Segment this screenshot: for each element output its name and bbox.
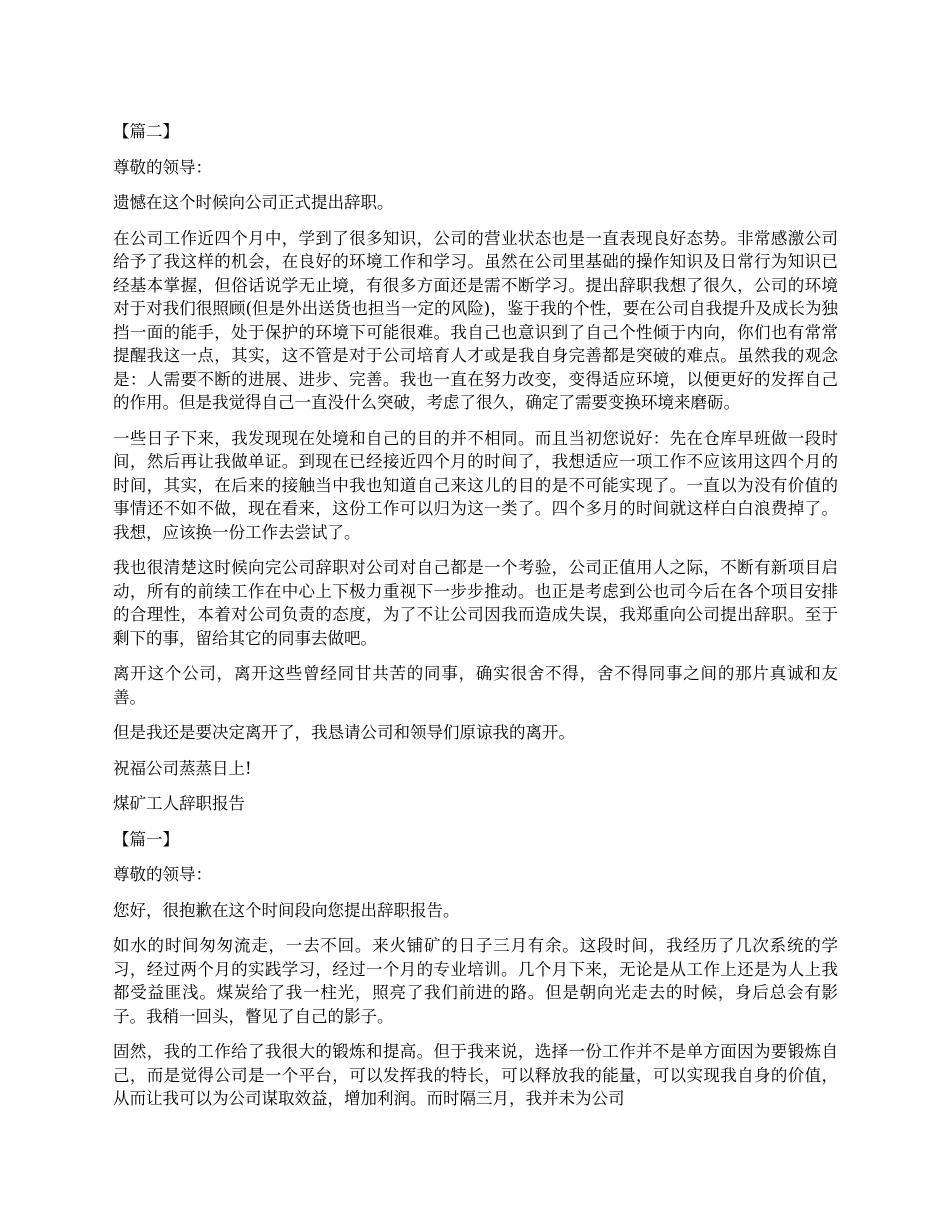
paragraph: 离开这个公司，离开这些曾经同甘共苦的同事，确实很舍不得，舍不得同事之间的那片真诚和友善。 [113,664,838,707]
paragraph: 一些日子下来，我发现现在处境和自己的目的并不相同。而且当初您说好：先在仓库早班做一段时间，然后再让我做单证。到现在已经接近四个月的时间了，我想适应一项工作不应该用这四个月的时间，其实，在后来的接触当中我也知道自己来这儿的目的是不可能实现了。一直以为没有价值的事情还不如不做，现在看来，这份工作可以归为这一类了。四个多月的时间就这样白白浪费掉了。我想，应该换一份工作去尝试了。 [113,428,838,542]
paragraph: 您好，很抱歉在这个时间段向您提出辞职报告。 [113,900,460,920]
document-body [113,120,838,1123]
salutation: 尊敬的领导： [113,865,212,884]
salutation: 尊敬的领导： [113,157,212,177]
paragraph: 在公司工作近四个月中，学到了很多知识，公司的营业状态也是一直表现良好态势。非常感激公司给予了我这样的机会，在良好的环境工作和学习。虽然在公司里基础的操作知识及日常行为知识已经基本掌握，但俗话说学无止境，有很多方面还是需不断学习。提出辞职我想了很久，公司的环境对于对我们很照顾(但是外出送货也担当一定的风险)，鉴于我的个性，要在公司自我提升及成长为独挡一面的能手，处于保护的环境下可能很难。我自己也意识到了自己个性倾于内向，你们也有常常提醒我这一点，其实，这不管是对于公司培育人才或是我自身完善都是突破的难点。虽然我的观念是：人需要不断的进展、进步、完善。我也一直在努力改变，变得适应环境，以便更好的发挥自己的作用。但是我觉得自己一直没什么突破，考虑了很久，确定了需要变换环境来磨砺。 [113,228,838,412]
paragraph: 如水的时间匆匆流走，一去不回。来火铺矿的日子三月有余。这段时间，我经历了几次系统的学习，经过两个月的实践学习，经过一个月的专业培训。几个月下来，无论是从工作上还是为人上我都受益匪浅。煤炭给了我一柱光，照亮了我们前进的路。但是朝向光走去的时候，身后总会有影子。我稍一回头，瞥见了自己的影子。 [113,936,838,1026]
paragraph: 但是我还是要决定离开了，我恳请公司和领导们原谅我的离开。 [113,723,575,742]
heading-part-two: 【篇二】 [113,122,179,141]
section-title: 煤矿工人辞职报告 [113,794,245,813]
closing-wish: 祝福公司蒸蒸日上! [113,758,252,778]
heading-part-one: 【篇一】 [113,829,179,849]
paragraph: 遗憾在这个时候向公司正式提出辞职。 [113,193,394,212]
paragraph: 固然，我的工作给了我很大的锻炼和提高。但于我来说，选择一份工作并不是单方面因为要锻炼自己，而是觉得公司是一个平台，可以发挥我的特长，可以释放我的能量，可以实现我自身的价值，从而让我可以为公司谋取效益，增加利润。而时隔三月，我并未为公司 [113,1042,838,1108]
paragraph: 我也很清楚这时候向完公司辞职对公司对自己都是一个考验，公司正值用人之际，不断有新项目启动，所有的前续工作在中心上下极力重视下一步步推动。也正是考虑到公也司今后在各个项目安排的合理性，本着对公司负责的态度，为了不让公司因我而造成失误，我郑重向公司提出辞职。至于剩下的事，留给其它的同事去做吧。 [113,558,838,648]
